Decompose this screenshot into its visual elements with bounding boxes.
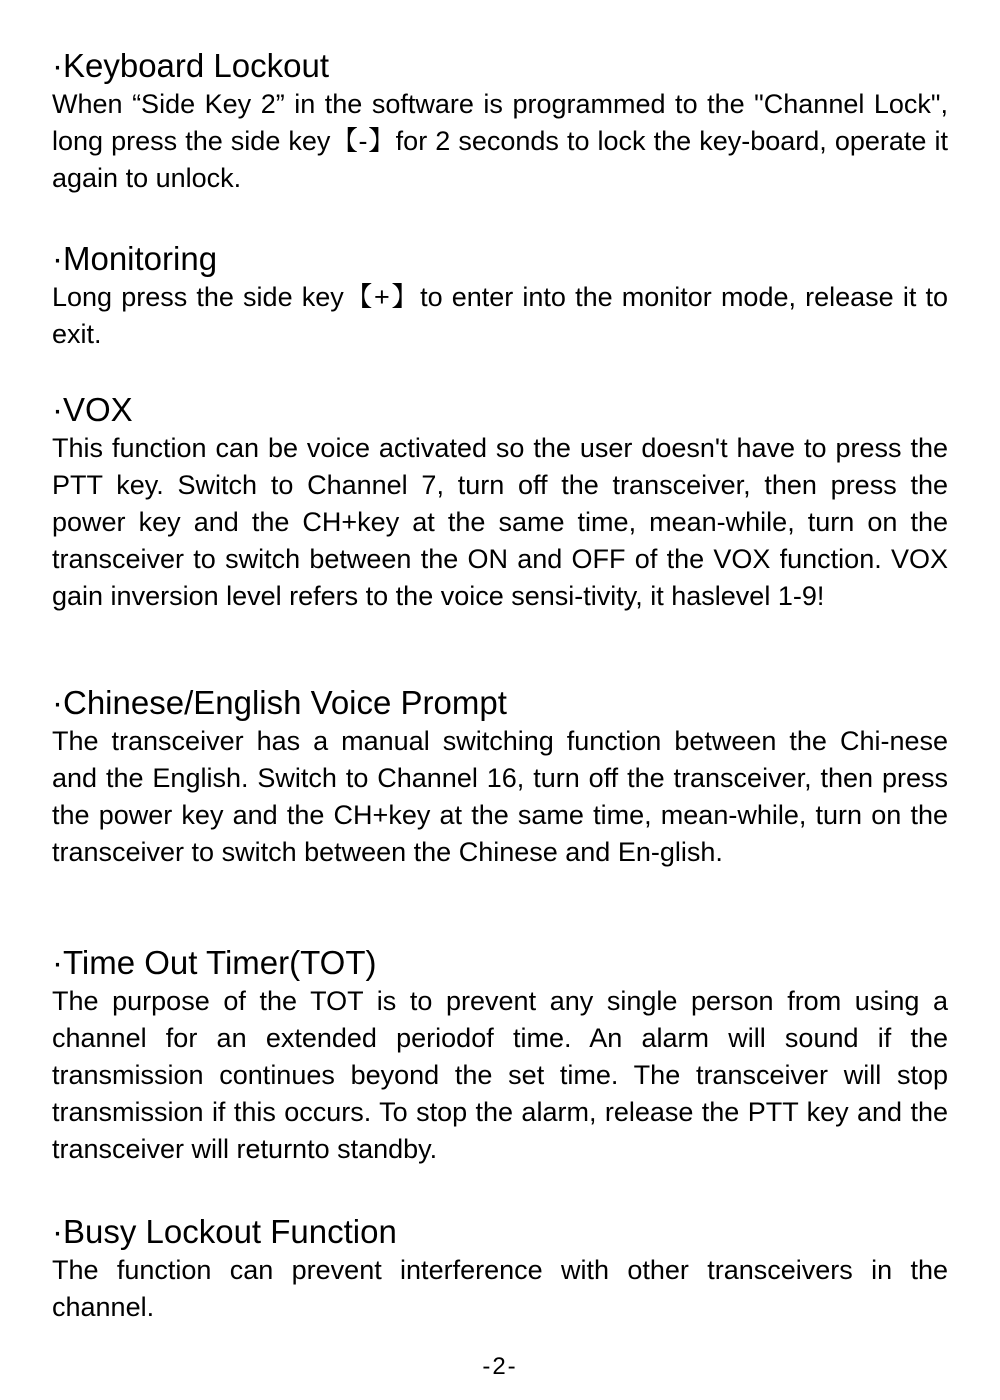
heading-busy-lockout: ·Busy Lockout Function [52,1213,397,1250]
body-vox: This function can be voice activated so the user doesn't have to press the PTT key. Switch to Channel 7, turn off the transceiver, then press the power key and the CH+key at the same time, mean-while, turn on the transceiver to switch between the ON and OFF of the VOX function. VOX gain inversion level refers to the voice sensi-tivity, it haslevel 1-9! [52,433,948,611]
heading-monitoring: ·Monitoring [52,240,218,277]
body-time-out-timer: The purpose of the TOT is to prevent any single person from using a channel for an extended periodof time. An alarm will sound if the transmission continues beyond the set time. The transceiver will stop transmission if this occurs. To stop the alarm, release the PTT key and the transceiver will returnto standby. [52,986,948,1164]
section-vox [52,390,948,615]
body-voice-prompt: The transceiver has a manual switching function between the Chi-nese and the English. Switch to Channel 16, turn off the transceiver, then press the power key and the CH+key at the same time, mean-while, turn on the transceiver to switch between the Chinese and En-glish. [52,726,948,867]
page-number: -2- [482,1353,518,1380]
heading-keyboard-lockout: ·Keyboard Lockout [52,47,330,84]
heading-vox: ·VOX [52,391,133,428]
body-monitoring: Long press the side key【+】to enter into the monitor mode, release it to exit. [52,282,948,349]
section-busy-lockout [52,1212,948,1326]
body-keyboard-lockout: When “Side Key 2” in the software is programmed to the "Channel Lock", long press the side key【-】for 2 seconds to lock the key-board, operate it again to unlock. [52,89,948,193]
heading-voice-prompt: ·Chinese/English Voice Prompt [52,684,507,721]
body-busy-lockout: The function can prevent interference with other transceivers in the channel. [52,1255,948,1322]
heading-time-out-timer: ·Time Out Timer(TOT) [52,944,377,981]
section-time-out-timer [52,943,948,1168]
section-voice-prompt [52,683,948,871]
section-keyboard-lockout [52,46,948,197]
section-monitoring [52,239,948,353]
